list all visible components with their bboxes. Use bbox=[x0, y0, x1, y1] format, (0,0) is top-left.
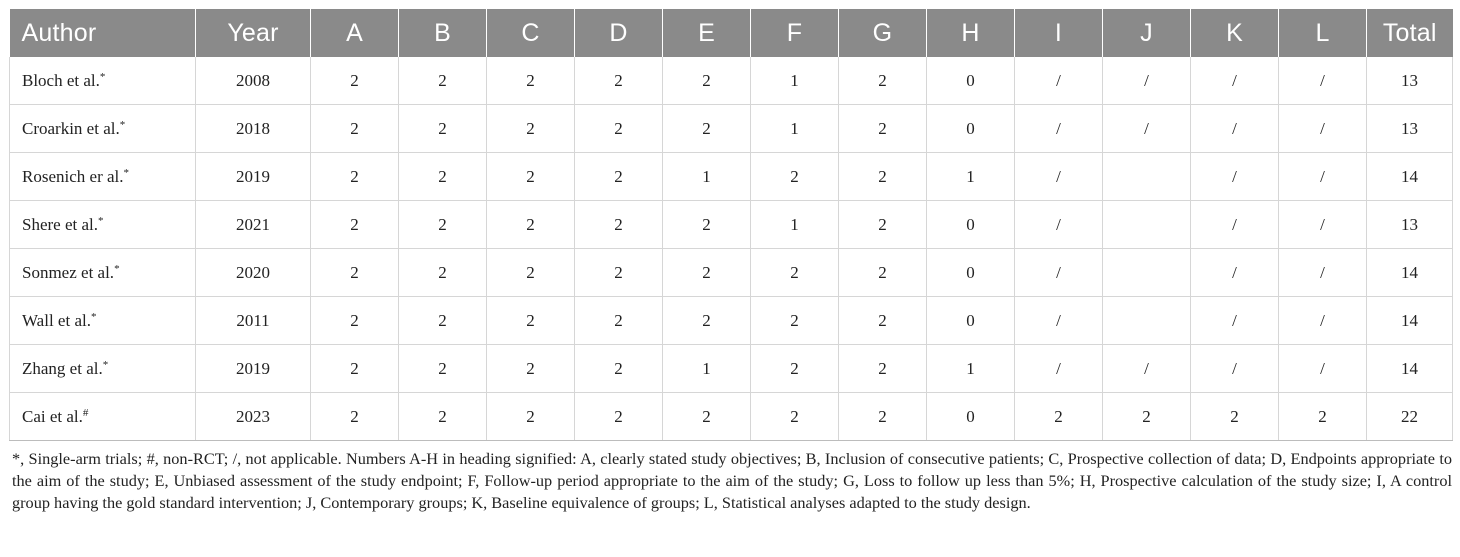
study-type-mark: * bbox=[98, 214, 104, 227]
score-cell: 0 bbox=[927, 57, 1015, 105]
score-cell: 2 bbox=[1015, 393, 1103, 441]
score-cell: / bbox=[1279, 249, 1367, 297]
score-cell: 2 bbox=[487, 393, 575, 441]
total-cell: 14 bbox=[1367, 153, 1453, 201]
score-cell: 2 bbox=[751, 345, 839, 393]
author-cell bbox=[10, 345, 196, 393]
total-cell: 13 bbox=[1367, 201, 1453, 249]
score-cell bbox=[1103, 249, 1191, 297]
score-cell: 2 bbox=[487, 105, 575, 153]
score-cell: 2 bbox=[399, 57, 487, 105]
score-cell: 2 bbox=[575, 153, 663, 201]
score-cell: / bbox=[1191, 249, 1279, 297]
score-cell: 1 bbox=[751, 57, 839, 105]
score-cell: 2 bbox=[487, 201, 575, 249]
study-type-mark: * bbox=[119, 118, 126, 131]
score-cell: 2 bbox=[311, 105, 399, 153]
column-header-h: H bbox=[927, 9, 1015, 57]
score-cell: 2 bbox=[663, 201, 751, 249]
score-cell: 0 bbox=[927, 249, 1015, 297]
score-cell: / bbox=[1015, 297, 1103, 345]
score-cell: 2 bbox=[311, 297, 399, 345]
score-cell: 2 bbox=[487, 57, 575, 105]
column-header-total: Total bbox=[1367, 9, 1453, 57]
year-cell: 2023 bbox=[196, 393, 311, 441]
total-cell: 13 bbox=[1367, 105, 1453, 153]
author-name: Cai et al. bbox=[22, 406, 83, 426]
score-cell: 1 bbox=[663, 345, 751, 393]
score-cell: / bbox=[1191, 345, 1279, 393]
score-cell: 2 bbox=[1279, 393, 1367, 441]
year-cell: 2019 bbox=[196, 153, 311, 201]
author-cell bbox=[10, 153, 196, 201]
score-cell: 2 bbox=[311, 201, 399, 249]
score-cell: 2 bbox=[311, 249, 399, 297]
score-cell: 2 bbox=[839, 201, 927, 249]
year-cell: 2018 bbox=[196, 105, 311, 153]
score-cell: / bbox=[1191, 105, 1279, 153]
score-cell: / bbox=[1191, 297, 1279, 345]
total-cell: 13 bbox=[1367, 57, 1453, 105]
year-cell: 2020 bbox=[196, 249, 311, 297]
table-row bbox=[10, 201, 1453, 249]
score-cell: 2 bbox=[751, 153, 839, 201]
study-type-mark: * bbox=[90, 310, 97, 323]
year-cell: 2011 bbox=[196, 297, 311, 345]
score-cell bbox=[1103, 153, 1191, 201]
column-header-i: I bbox=[1015, 9, 1103, 57]
column-header-f: F bbox=[751, 9, 839, 57]
author-name: Bloch et al. bbox=[22, 70, 100, 90]
score-cell: 0 bbox=[927, 105, 1015, 153]
score-cell: 1 bbox=[927, 345, 1015, 393]
score-cell: / bbox=[1191, 57, 1279, 105]
total-cell: 14 bbox=[1367, 345, 1453, 393]
score-cell: 2 bbox=[839, 105, 927, 153]
score-cell: / bbox=[1191, 153, 1279, 201]
study-type-mark: * bbox=[123, 166, 129, 179]
column-header-year: Year bbox=[196, 9, 311, 57]
score-cell: 2 bbox=[751, 249, 839, 297]
study-type-mark: # bbox=[82, 406, 89, 419]
score-cell: 1 bbox=[751, 105, 839, 153]
column-header-e: E bbox=[663, 9, 751, 57]
score-cell: 2 bbox=[399, 249, 487, 297]
table-row bbox=[10, 249, 1453, 297]
score-cell: 2 bbox=[663, 57, 751, 105]
score-cell: 1 bbox=[927, 153, 1015, 201]
score-cell: / bbox=[1279, 153, 1367, 201]
score-cell: 2 bbox=[487, 249, 575, 297]
author-cell bbox=[10, 297, 196, 345]
score-cell: 2 bbox=[311, 393, 399, 441]
score-cell: 2 bbox=[663, 249, 751, 297]
score-cell: 2 bbox=[311, 345, 399, 393]
author-cell bbox=[10, 201, 196, 249]
score-cell: / bbox=[1279, 57, 1367, 105]
score-cell: 2 bbox=[575, 201, 663, 249]
column-header-l: L bbox=[1279, 9, 1367, 57]
total-cell: 14 bbox=[1367, 297, 1453, 345]
year-cell: 2008 bbox=[196, 57, 311, 105]
score-cell: 2 bbox=[575, 297, 663, 345]
score-cell: 2 bbox=[399, 153, 487, 201]
score-cell: 2 bbox=[399, 345, 487, 393]
score-cell: / bbox=[1103, 57, 1191, 105]
column-header-c: C bbox=[487, 9, 575, 57]
table-row bbox=[10, 153, 1453, 201]
author-cell bbox=[10, 105, 196, 153]
score-cell: 2 bbox=[311, 153, 399, 201]
author-name: Rosenich er al. bbox=[22, 166, 124, 186]
column-header-j: J bbox=[1103, 9, 1191, 57]
score-cell: / bbox=[1279, 105, 1367, 153]
table-header-row bbox=[10, 9, 1453, 57]
author-cell bbox=[10, 57, 196, 105]
year-cell: 2021 bbox=[196, 201, 311, 249]
table-row bbox=[10, 57, 1453, 105]
score-cell: 2 bbox=[663, 393, 751, 441]
score-cell: / bbox=[1015, 153, 1103, 201]
score-cell: 1 bbox=[663, 153, 751, 201]
column-header-a: A bbox=[311, 9, 399, 57]
score-cell: / bbox=[1103, 105, 1191, 153]
score-cell: 2 bbox=[1191, 393, 1279, 441]
score-cell: 2 bbox=[399, 105, 487, 153]
score-cell: 2 bbox=[839, 393, 927, 441]
score-cell: / bbox=[1279, 201, 1367, 249]
column-header-author: Author bbox=[10, 9, 196, 57]
column-header-k: K bbox=[1191, 9, 1279, 57]
score-cell: / bbox=[1015, 345, 1103, 393]
author-name: Shere et al. bbox=[22, 214, 98, 234]
author-cell bbox=[10, 249, 196, 297]
column-header-b: B bbox=[399, 9, 487, 57]
score-cell bbox=[1103, 201, 1191, 249]
author-name: Croarkin et al. bbox=[22, 118, 120, 138]
score-cell: 2 bbox=[663, 105, 751, 153]
score-cell: 2 bbox=[839, 345, 927, 393]
score-cell: 2 bbox=[487, 153, 575, 201]
total-cell: 22 bbox=[1367, 393, 1453, 441]
table-row bbox=[10, 393, 1453, 441]
score-cell: / bbox=[1015, 249, 1103, 297]
score-cell: 2 bbox=[751, 297, 839, 345]
score-cell: 2 bbox=[839, 57, 927, 105]
score-cell: 2 bbox=[311, 57, 399, 105]
score-cell: 2 bbox=[839, 153, 927, 201]
score-cell: 2 bbox=[575, 249, 663, 297]
column-header-g: G bbox=[839, 9, 927, 57]
score-cell: 2 bbox=[575, 105, 663, 153]
study-type-mark: * bbox=[114, 262, 120, 275]
score-cell: 2 bbox=[1103, 393, 1191, 441]
score-cell: 2 bbox=[575, 57, 663, 105]
table-row bbox=[10, 105, 1453, 153]
score-cell: / bbox=[1279, 297, 1367, 345]
quality-assessment-table-container bbox=[9, 9, 1452, 514]
total-cell: 14 bbox=[1367, 249, 1453, 297]
year-cell: 2019 bbox=[196, 345, 311, 393]
table-body bbox=[10, 57, 1453, 441]
score-cell: 0 bbox=[927, 201, 1015, 249]
table-footnote: *, Single-arm trials; #, non-RCT; /, not applicable. Numbers A-H in heading signified: A, clearly stated study objectives; B, Inclusion of consecutive patients; C, Prospective collection of data; D, Endpoints appropriate to the aim of the study; E, Unbiased assessment of the study endpoint; F, Follow-up period appropriate to the aim of the study; G, Loss to follow up less than 5%; H, Prospective calculation of the study size; I, A control group having the gold standard intervention; J, Contemporary groups; K, Baseline equivalence of groups; L, Statistical analyses adapted to the study design. bbox=[12, 449, 1452, 512]
score-cell: 2 bbox=[399, 297, 487, 345]
author-cell bbox=[10, 393, 196, 441]
score-cell: 2 bbox=[575, 345, 663, 393]
score-cell: 2 bbox=[663, 297, 751, 345]
score-cell: 2 bbox=[839, 249, 927, 297]
study-type-mark: * bbox=[99, 70, 106, 83]
column-header-d: D bbox=[575, 9, 663, 57]
score-cell bbox=[1103, 297, 1191, 345]
score-cell: 2 bbox=[839, 297, 927, 345]
score-cell: / bbox=[1015, 201, 1103, 249]
score-cell: 2 bbox=[399, 201, 487, 249]
score-cell: 2 bbox=[487, 297, 575, 345]
score-cell: 2 bbox=[575, 393, 663, 441]
quality-assessment-table bbox=[9, 9, 1453, 441]
score-cell: 2 bbox=[399, 393, 487, 441]
author-name: Wall et al. bbox=[22, 310, 91, 330]
score-cell: 2 bbox=[751, 393, 839, 441]
score-cell: / bbox=[1191, 201, 1279, 249]
score-cell: 0 bbox=[927, 393, 1015, 441]
author-name: Zhang et al. bbox=[22, 358, 103, 378]
table-row bbox=[10, 297, 1453, 345]
score-cell: / bbox=[1103, 345, 1191, 393]
table-row bbox=[10, 345, 1453, 393]
score-cell: / bbox=[1015, 57, 1103, 105]
score-cell: 0 bbox=[927, 297, 1015, 345]
score-cell: / bbox=[1279, 345, 1367, 393]
score-cell: / bbox=[1015, 105, 1103, 153]
score-cell: 2 bbox=[487, 345, 575, 393]
score-cell: 1 bbox=[751, 201, 839, 249]
author-name: Sonmez et al. bbox=[22, 262, 115, 282]
study-type-mark: * bbox=[102, 358, 109, 371]
